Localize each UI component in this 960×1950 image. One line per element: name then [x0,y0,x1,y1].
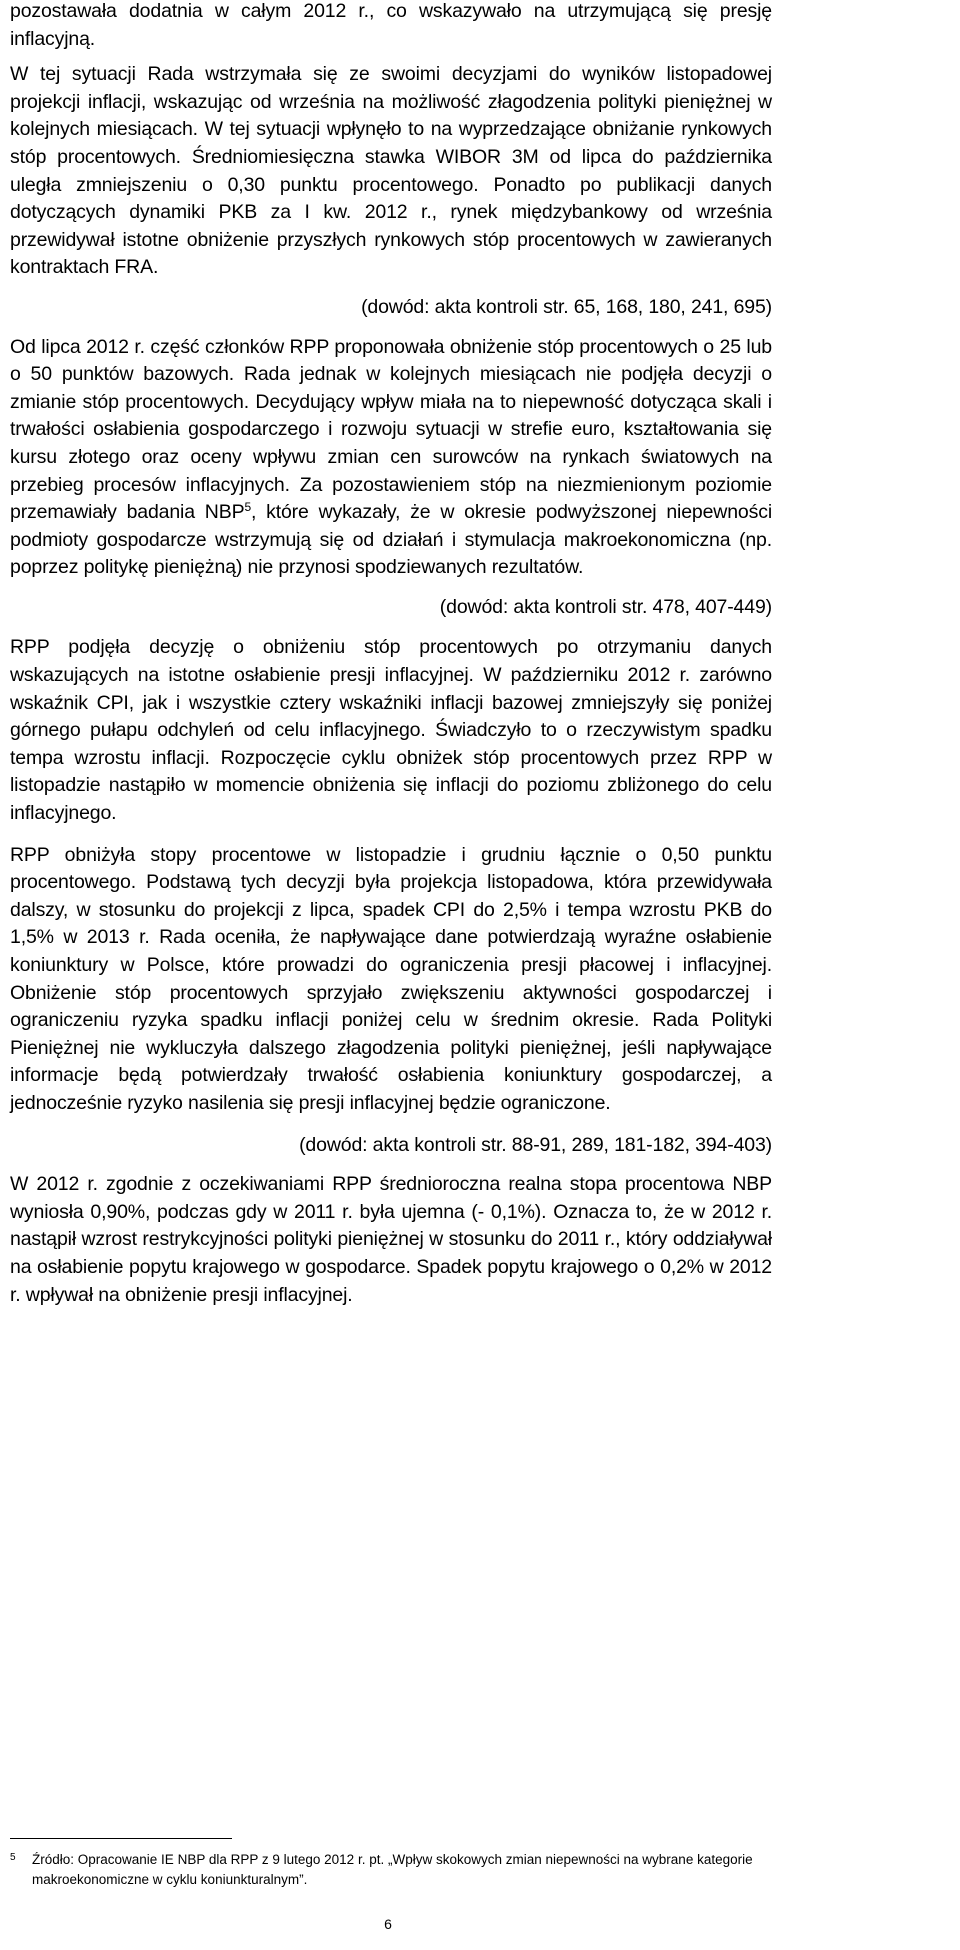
footnote-number: 5 [10,1852,16,1863]
footnote-text: Źródło: Opracowanie IE NBP dla RPP z 9 lutego 2012 r. pt. „Wpływ skokowych zmian niepewności na wybrane kategorie makroekonomiczne w cyklu koniunkturalnym”. [32,1852,753,1887]
evidence-reference: (dowód: akta kontroli str. 88-91, 289, 181-182, 394-403) [299,1133,772,1156]
paragraph-november-december-cuts: RPP obniżyła stopy procentowe w listopadzie i grudniu łącznie o 0,50 punktu procentowego. Podstawą tych decyzji była projekcja listopadowa, która przewidywała dalszy, w stosunku do projekcji z lipca, spadek CPI do 2,5% i tempa wzrostu PKB do 1,5% w 2013 r. Rada oceniła, że napływające dane potwierdzają wyraźne osłabienie koniunktury w Polsce, które prowadzi do ograniczenia presji płacowej i inflacyjnej. Obniżenie stóp procentowych sprzyjało zwiększeniu aktywności gospodarczej i ograniczeniu ryzyka spadku inflacji poniżej celu w średnim okresie. Rada Polityki Pieniężnej nie wykluczyła dalszego złagodzenia polityki pieniężnej, jeśli napływające informacje będą potwierdzały trwałość osłabienia koniunktury gospodarczej, a jednocześnie ryzyko nasilenia się presji inflacyjnej będzie ograniczone. [10,843,772,1114]
evidence-reference: (dowód: akta kontroli str. 65, 168, 180, 241, 695) [361,295,772,318]
evidence-reference: (dowód: akta kontroli str. 478, 407-449) [439,595,772,618]
paragraph-text-continued: , które wykazały, że w okresie podwyższonej niepewności podmioty gospodarcze wstrzymują się od działań i stymulacja makroekonomiczna (np. poprzez politykę pieniężną) nie przynosi spodziewanych rezultatów. [10,501,773,579]
paragraph-council-decisions: W tej sytuacji Rada wstrzymała się ze swoimi decyzjami do wyników listopadowej projekcji inflacji, wskazując od września na możliwość złagodzenia polityki pieniężnej w kolejnych miesiącach. W tej sytuacji wpłynęło to na wyprzedzające obniżanie rynkowych stóp procentowych. Średniomiesięczna stawka WIBOR 3M od lipca do października uległa zmniejszeniu o 0,30 punktu procentowego. Ponadto po publikacji danych dotyczących dynamiki PKB za I kw. 2012 r., rynek międzybankowy od września przewidywał istotne obniżenie przyszłych rynkowych stóp procentowych w zawieranych kontraktach FRA. [10,63,772,279]
paragraph-rate-cut-decision: RPP podjęła decyzję o obniżeniu stóp procentowych po otrzymaniu danych wskazujących na istotne osłabienie presji inflacyjnej. W październiku 2012 r. zarówno wskaźnik CPI, jak i wszystkie cztery wskaźniki inflacji bazowej zmniejszyły się poniżej górnego pułapu odchyleń od celu inflacyjnego. Świadczyło to o rzeczywistym spadku tempa wzrostu inflacji. Rozpoczęcie cyklu obniżek stóp procentowych przez RPP w listopadzie nastąpiło w momencie obniżenia się inflacji do poziomu zbliżonego do celu inflacyjnego. [10,636,772,825]
footnote-reference: 5 [244,500,251,515]
paragraph-real-interest-rate: W 2012 r. zgodnie z oczekiwaniami RPP średnioroczna realna stopa procentowa NBP wyniosła 0,90%, podczas gdy w 2011 r. była ujemna (- 0,1%). Oznacza to, że w 2012 r. nastąpił wzrost restrykcyjności polityki pieniężnej w stosunku do 2011 r., który oddziaływał na osłabienie popytu krajowego w gospodarce. Spadek popytu krajowego o 0,2% w 2012 r. wpływał na obniżenie presji inflacyjnej. [10,1173,772,1306]
paragraph-inflation-pressure: pozostawała dodatnia w całym 2012 r., co wskazywało na utrzymującą się presję inflacyjną. [10,0,772,50]
footnote [10,1850,772,1890]
paragraph-rpp-proposals [10,334,772,582]
document-body [10,0,772,1309]
footnote-separator [10,1838,232,1839]
page-number: 6 [384,1916,392,1932]
paragraph-text: Od lipca 2012 r. część członków RPP proponowała obniżenie stóp procentowych o 25 lub o 50 punktów bazowych. Rada jednak w kolejnych miesiącach nie podjęła decyzji o zmianie stóp procentowych. Decydujący wpływ miała na to niepewność dotycząca skali i trwałości osłabienia gospodarczego i rozwoju sytuacji w strefie euro, kształtowania się kursu złotego oraz oceny wpływu zmian cen surowców na rynkach światowych na przebieg procesów inflacyjnych. Za pozostawieniem stóp na niezmienionym poziomie przemawiały badania NBP [10,335,772,524]
